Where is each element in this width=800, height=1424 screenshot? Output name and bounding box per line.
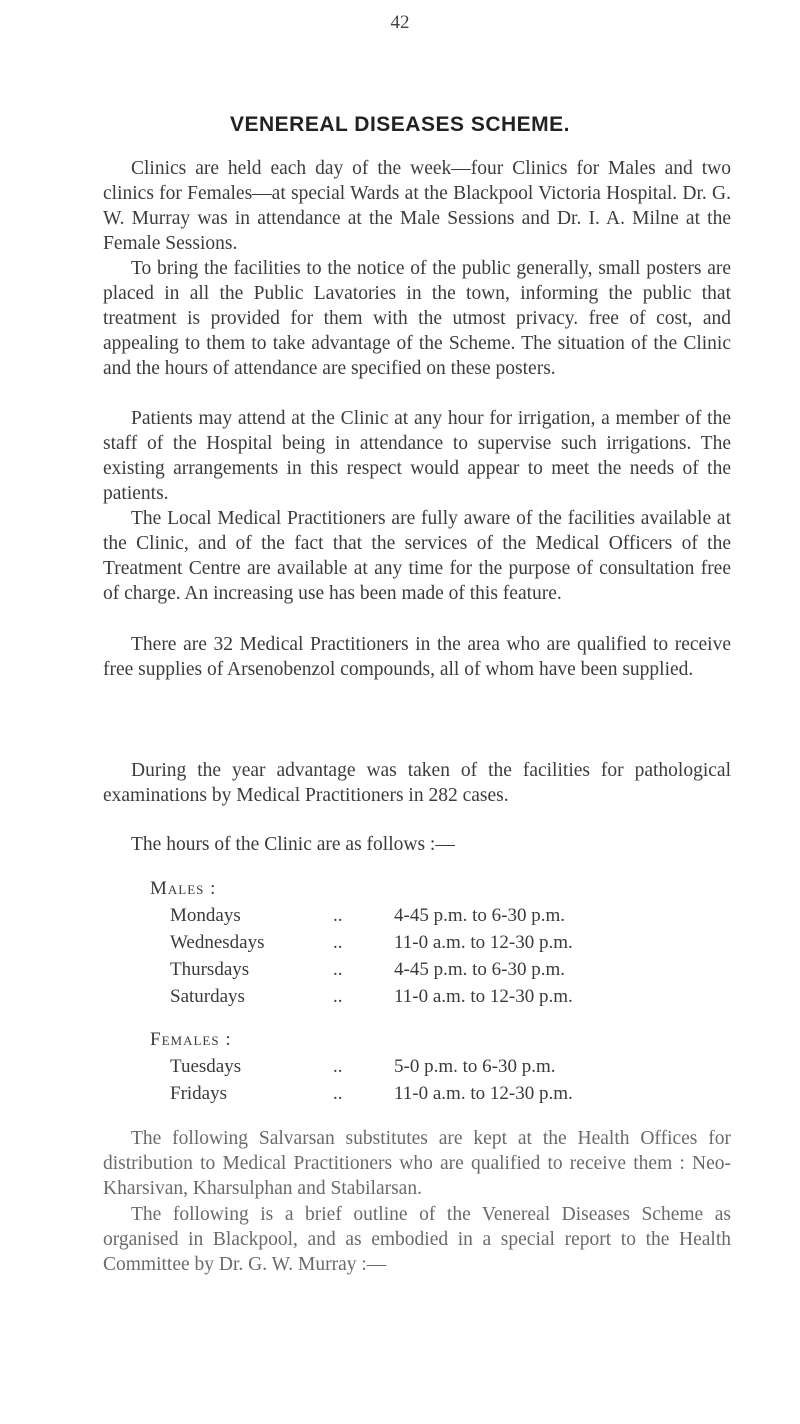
schedule-row bbox=[170, 905, 770, 931]
schedule-row bbox=[170, 959, 770, 985]
paragraph-salvarsan: The following Salvarsan substitutes are kept at the Health Offices for distribution to Medical Practitioners who are qualified to receive them : Neo-Kharsivan, Kharsulphan and Stabilarsan. bbox=[103, 1128, 731, 1199]
schedule-dots: .. bbox=[333, 932, 343, 953]
schedule-day: Fridays bbox=[170, 1083, 227, 1104]
schedule-time: 4-45 p.m. to 6-30 p.m. bbox=[394, 959, 565, 980]
schedule-row bbox=[170, 932, 770, 958]
schedule-day: Mondays bbox=[170, 905, 241, 926]
schedule-dots: .. bbox=[333, 905, 343, 926]
schedule-row bbox=[170, 1083, 770, 1109]
schedule-time: 11-0 a.m. to 12-30 p.m. bbox=[394, 986, 573, 1007]
paragraph-clinics: Clinics are held each day of the week—four Clinics for Males and two clinics for Females—at special Wards at the Blackpool Victoria Hospital. Dr. G. W. Murray was in attendance at the Male Sessions and Dr. I. A. Milne at the Female Sessions. bbox=[103, 158, 731, 254]
page-number: 42 bbox=[390, 12, 410, 33]
schedule-day: Saturdays bbox=[170, 986, 245, 1007]
schedule-time: 11-0 a.m. to 12-30 p.m. bbox=[394, 932, 573, 953]
schedule-day: Wednesdays bbox=[170, 932, 265, 953]
schedule-dots: .. bbox=[333, 1056, 343, 1077]
paragraph-arsenobenzol: There are 32 Medical Practitioners in the area who are qualified to receive free supplies of Arsenobenzol compounds, all of whom have been supplied. bbox=[103, 634, 731, 680]
schedule-time: 4-45 p.m. to 6-30 p.m. bbox=[394, 905, 565, 926]
schedule-day: Tuesdays bbox=[170, 1056, 242, 1077]
schedule-dots: .. bbox=[333, 1083, 343, 1104]
females-label: Females : bbox=[150, 1029, 232, 1050]
schedule-row bbox=[170, 1056, 770, 1082]
schedule-time: 5-0 p.m. to 6-30 p.m. bbox=[394, 1056, 556, 1077]
paragraph-practitioners: The Local Medical Practitioners are fully aware of the facilities available at the Clinic, and of the fact that the services of the Medical Officers of the Treatment Centre are available at any time for the purpose of consultation free of charge. An increasing use has been made of this feature. bbox=[103, 508, 731, 604]
hours-intro: The hours of the Clinic are as follows :— bbox=[131, 834, 455, 855]
schedule-dots: .. bbox=[333, 986, 343, 1007]
schedule-dots: .. bbox=[333, 959, 343, 980]
paragraph-irrigation: Patients may attend at the Clinic at any hour for irrigation, a member of the staff of the Hospital being in attendance to supervise such irrigations. The existing arrangements in this respect would appear to meet the needs of the patients. bbox=[103, 408, 731, 504]
paragraph-posters: To bring the facilities to the notice of the public generally, small posters are placed in all the Public Lavatories in the town, informing the public that treatment is provided for them with the utmost privacy. free of cost, and appealing to them to take advantage of the Scheme. The situation of the Clinic and the hours of attendance are specified on these posters. bbox=[103, 258, 731, 379]
section-heading: VENEREAL DISEASES SCHEME. bbox=[229, 113, 571, 136]
schedule-row bbox=[170, 986, 770, 1012]
males-label: Males : bbox=[150, 878, 217, 899]
paragraph-pathological: During the year advantage was taken of the facilities for pathological examinations by Medical Practitioners in 282 cases. bbox=[103, 760, 731, 806]
schedule-day: Thursdays bbox=[170, 959, 250, 980]
schedule-time: 11-0 a.m. to 12-30 p.m. bbox=[394, 1083, 573, 1104]
paragraph-outline: The following is a brief outline of the Venereal Diseases Scheme as organised in Blackpool, and as embodied in a special report to the Health Committee by Dr. G. W. Murray :— bbox=[103, 1204, 731, 1275]
